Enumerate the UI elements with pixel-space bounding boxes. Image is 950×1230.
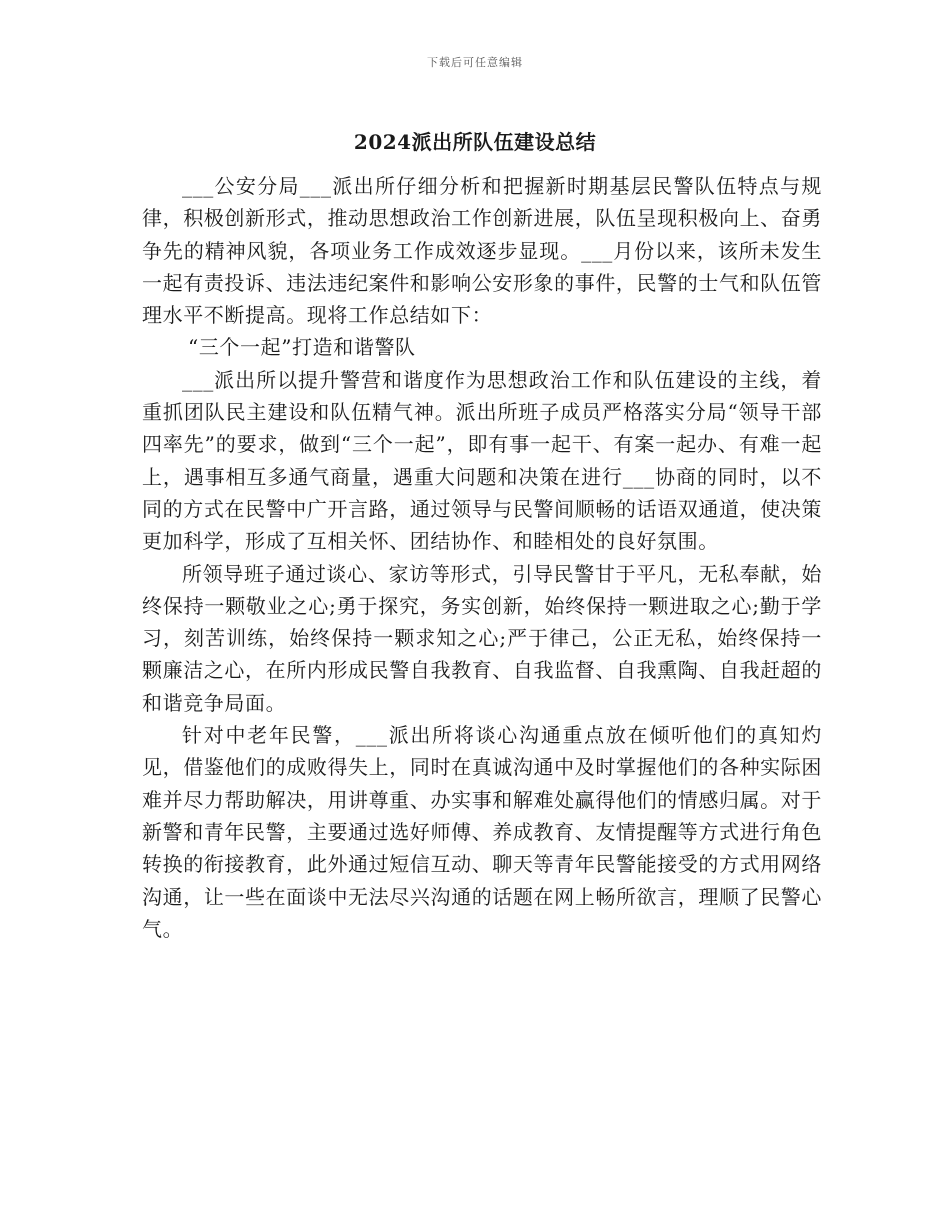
document-title: 2024派出所队伍建设总结 bbox=[353, 130, 597, 154]
document-body bbox=[142, 170, 822, 945]
paragraph-harmony: ___派出所以提升警营和谐度作为思想政治工作和队伍建设的主线，着重抓团队民主建设和队伍精气神。派出所班子成员严格落实分局“领导干部四率先”的要求，做到“三个一起”，即有事一起干、有案一起办、有难一起上，遇事相互多通气商量，遇重大问题和决策在进行___协商的同时，以不同的方式在民警中广开言路，通过领导与民警间顺畅的话语双通道，使决策更加科学，形成了互相关怀、团结协作、和睦相处的良好氛围。 bbox=[142, 367, 822, 554]
paragraph-intro: ___公安分局___派出所仔细分析和把握新时期基层民警队伍特点与规律，积极创新形式，推动思想政治工作创新进展，队伍呈现积极向上、奋勇争先的精神风貌，各项业务工作成效逐步显现。___月份以来，该所未发生一起有责投诉、违法违纪案件和影响公安形象的事件，民警的士气和队伍管理水平不断提高。现将工作总结如下： bbox=[142, 174, 822, 328]
section-heading: “三个一起”打造和谐警队 bbox=[188, 335, 416, 360]
paragraph-leadership: 所领导班子通过谈心、家访等形式，引导民警甘于平凡，无私奉献，始终保持一颗敬业之心;勇于探究，务实创新，始终保持一颗进取之心;勤于学习，刻苦训练，始终保持一颗求知之心;严于律己，公正无私，始终保持一颗廉洁之心，在所内形成民警自我教育、自我监督、自我熏陶、自我赶超的和谐竞争局面。 bbox=[142, 561, 822, 715]
page-header-note: 下载后可任意编辑 bbox=[427, 56, 523, 69]
paragraph-communication: 针对中老年民警，___派出所将谈心沟通重点放在倾听他们的真知灼见，借鉴他们的成败得失上，同时在真诚沟通中及时掌握他们的各种实际困难并尽力帮助解决，用讲尊重、办实事和解难处赢得他们的情感归属。对于新警和青年民警，主要通过选好师傅、养成教育、友情提醒等方式进行角色转换的衔接教育，此外通过短信互动、聊天等青年民警能接受的方式用网络沟通，让一些在面谈中无法尽兴沟通的话题在网上畅所欲言，理顺了民警心气。 bbox=[142, 723, 822, 941]
